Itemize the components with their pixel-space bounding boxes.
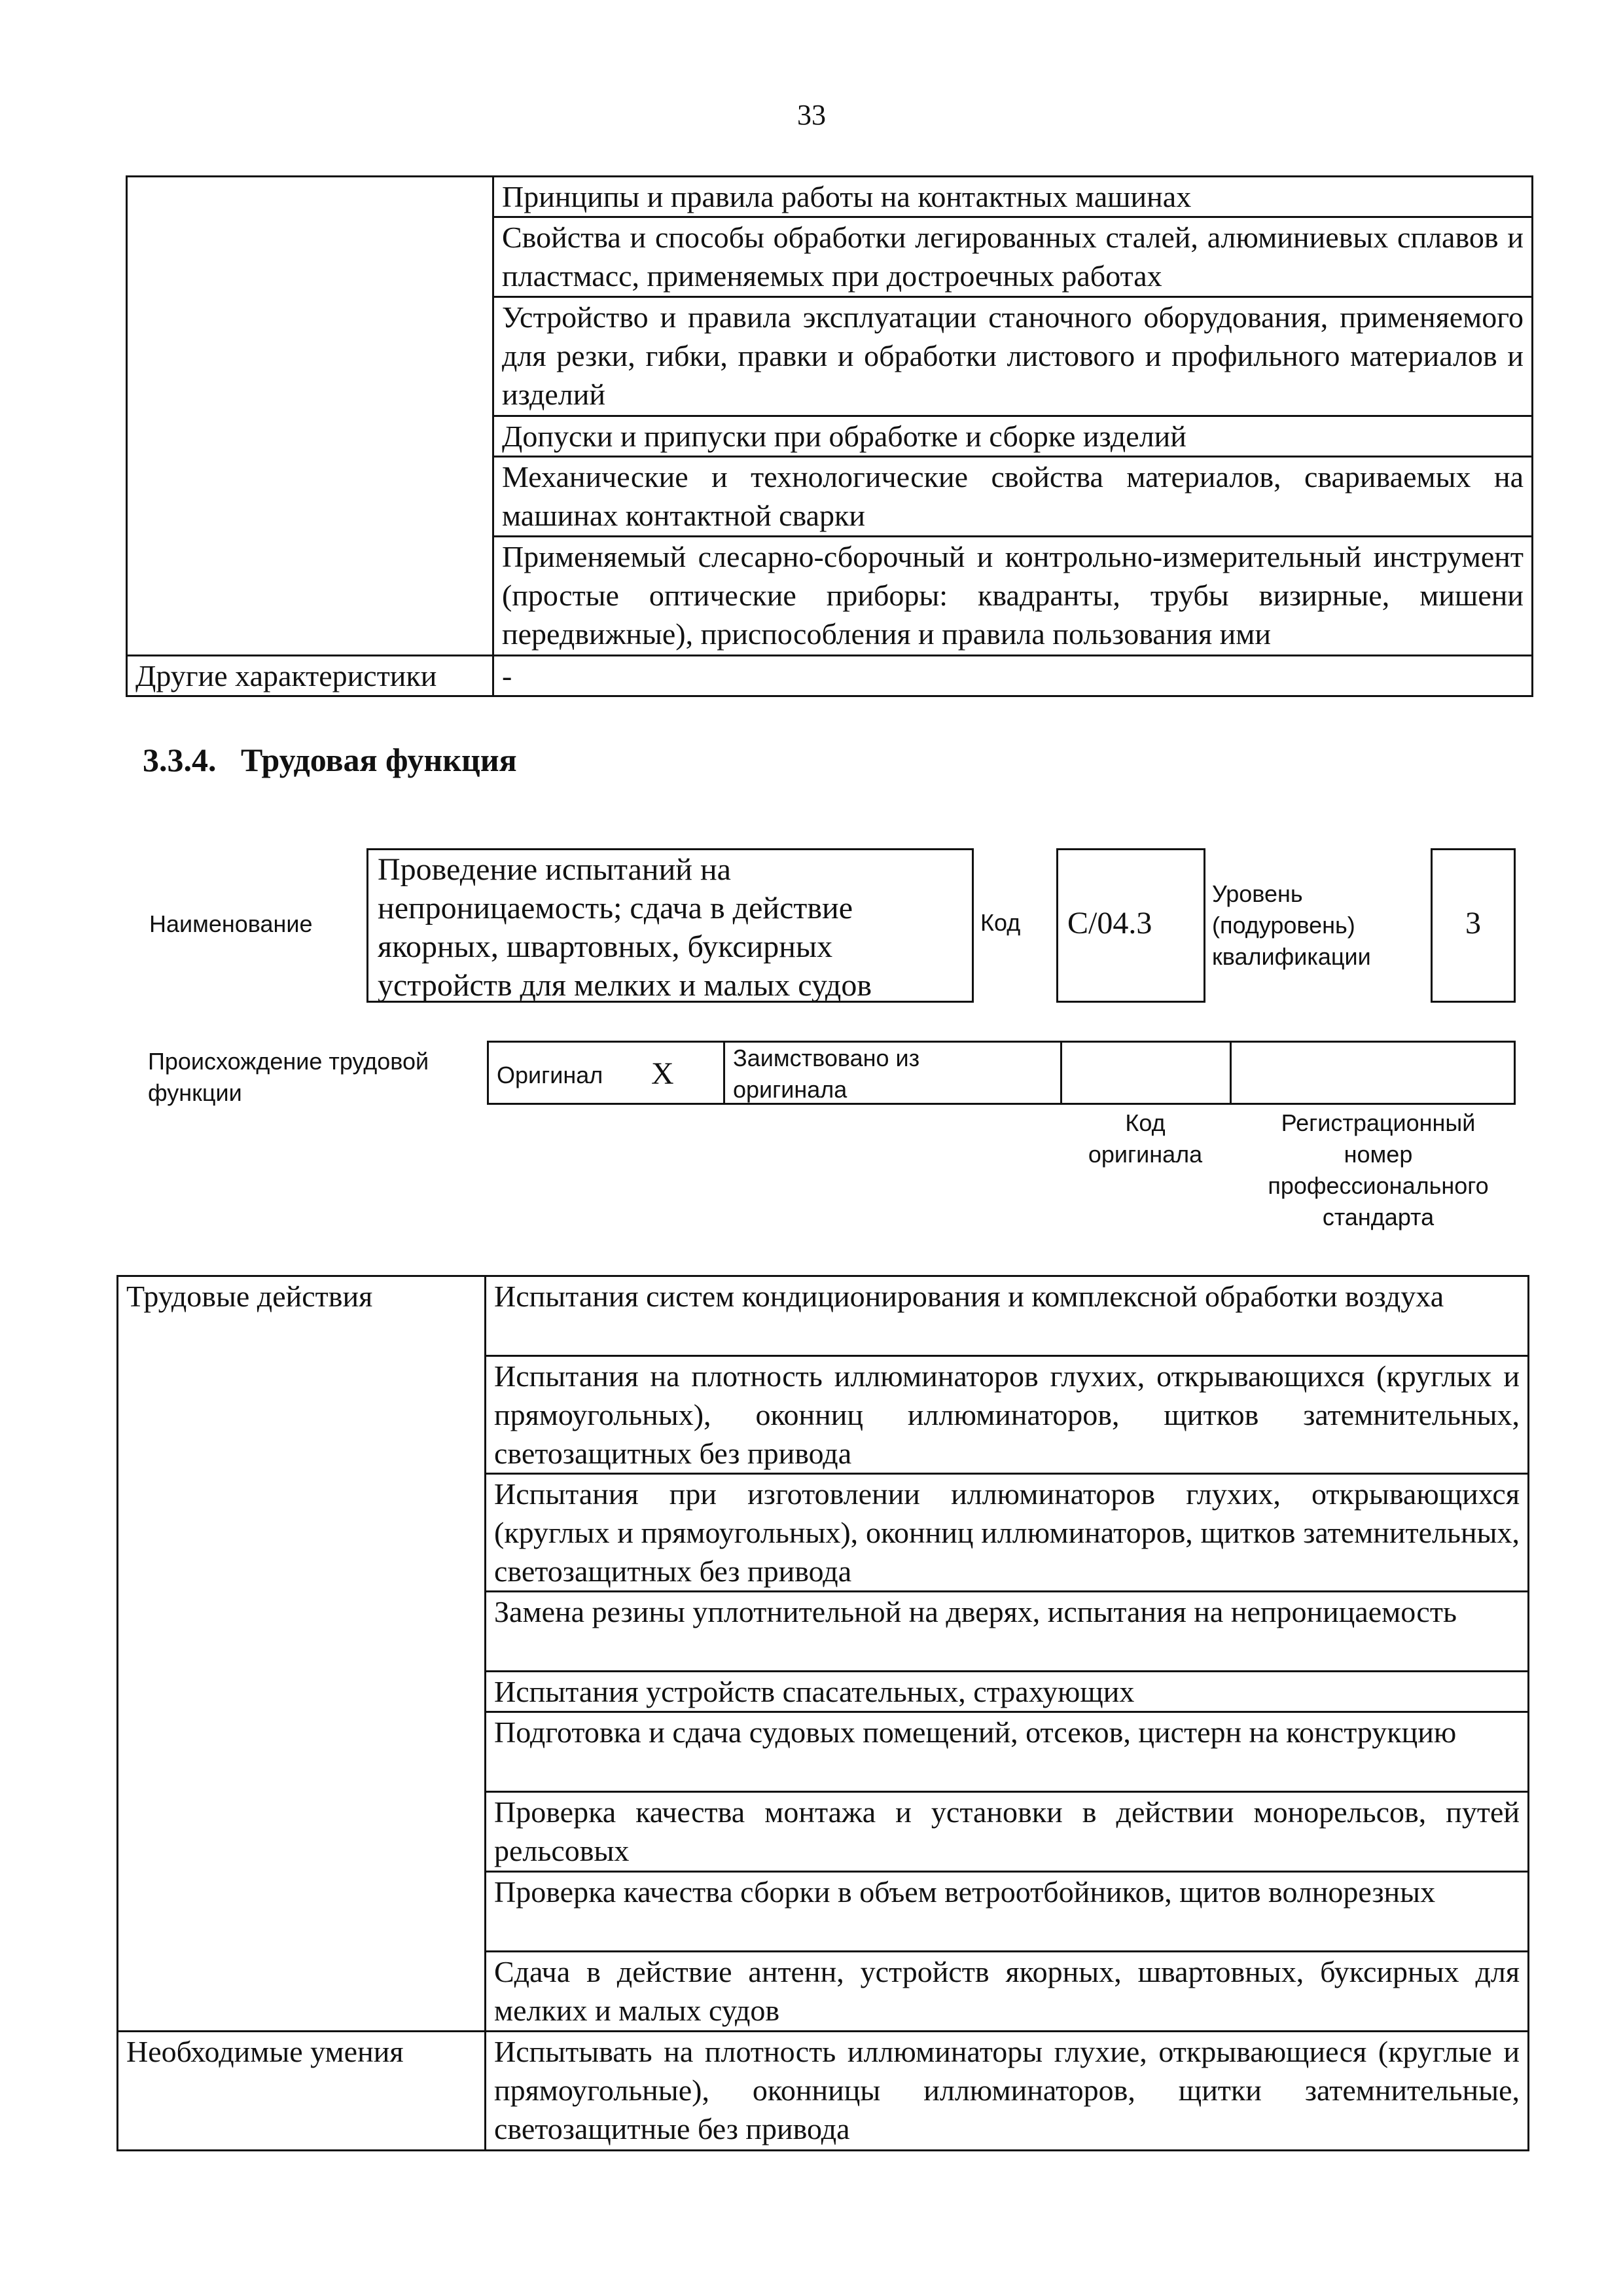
original-code-caption: Код оригинала: [1088, 1109, 1203, 1168]
table-row: [118, 2032, 1529, 2151]
knowledge-item: Принципы и правила работы на контактных машинах: [493, 177, 1533, 217]
qualification-level-label: Уровень (подуровень) квалификации: [1212, 880, 1371, 970]
table-row: [118, 1276, 1529, 1356]
other-characteristics-label: Другие характеристики: [127, 656, 493, 696]
labor-actions-table: [116, 1275, 1529, 2151]
other-characteristics-value: -: [493, 656, 1533, 696]
original-label: Оригинал: [497, 1062, 603, 1088]
knowledge-item: Свойства и способы обработки легированных сталей, алюминиевых сплавов и пластмасс, применяемых при достроечных работах: [493, 217, 1533, 297]
code-label: Код: [980, 909, 1021, 936]
labor-action-item: Испытания на плотность иллюминаторов глухих, открывающихся (круглых и прямоугольных), оконниц иллюминаторов, щитков затемнительных, светозащитных без привода: [486, 1356, 1529, 1474]
labor-actions-label: Трудовые действия: [118, 1276, 486, 2032]
knowledge-item: Устройство и правила эксплуатации станочного оборудования, применяемого для резки, гибки, правки и обработки листового и профильного материалов и изделий: [493, 297, 1533, 416]
table-row: [127, 177, 1533, 217]
original-code-cell: [1060, 1041, 1232, 1105]
labor-action-item: Испытания устройств спасательных, страхующих: [486, 1672, 1529, 1712]
labor-action-item: Подготовка и сдача судовых помещений, отсеков, цистерн на конструкцию: [486, 1712, 1529, 1792]
labor-action-item: Испытания при изготовлении иллюминаторов глухих, открывающихся (круглых и прямоугольных), оконниц иллюминаторов, щитков затемнительных, светозащитных без привода: [486, 1474, 1529, 1592]
function-code-box: C/04.3: [1056, 848, 1205, 1003]
function-name-box: Проведение испытаний на непроницаемость; сдача в действие якорных, швартовных, буксирных устройств для мелких и малых судов: [366, 848, 974, 1003]
labor-action-item: Проверка качества монтажа и установки в действии монорельсов, путей рельсовых: [486, 1792, 1529, 1872]
name-label: Наименование: [149, 910, 313, 937]
original-cell: [487, 1041, 725, 1105]
page-number: 33: [797, 99, 826, 131]
skill-item: Испытывать на плотность иллюминаторы глухие, открывающиеся (круглые и прямоугольные), оконницы иллюминаторов, щитки затемнительные, светозащитные без привода: [486, 2032, 1529, 2151]
table-row: [127, 656, 1533, 696]
knowledge-label-cell: [127, 177, 493, 656]
section-heading: 3.3.4. Трудовая функция: [143, 742, 517, 778]
knowledge-item: Механические и технологические свойства материалов, свариваемых на машинах контактной сварки: [493, 457, 1533, 537]
registration-number-cell: [1230, 1041, 1516, 1105]
knowledge-table: [126, 175, 1533, 697]
borrowed-label: Заимствовано из оригинала: [733, 1045, 920, 1103]
labor-action-item: Замена резины уплотнительной на дверях, испытания на непроницаемость: [486, 1592, 1529, 1672]
labor-action-item: Испытания систем кондиционирования и комплексной обработки воздуха: [486, 1276, 1529, 1356]
labor-action-item: Сдача в действие антенн, устройств якорных, швартовных, буксирных для мелких и малых судов: [486, 1952, 1529, 2032]
original-mark: X: [651, 1056, 674, 1091]
skills-label: Необходимые умения: [118, 2032, 486, 2151]
origin-row: [487, 1041, 1516, 1105]
borrowed-cell: [723, 1041, 1062, 1105]
qualification-level-box: 3: [1431, 848, 1516, 1003]
registration-number-caption: Регистрационный номер профессионального стандарта: [1268, 1109, 1489, 1230]
labor-action-item: Проверка качества сборки в объем ветроотбойников, щитов волнорезных: [486, 1872, 1529, 1952]
knowledge-item: Допуски и припуски при обработке и сборке изделий: [493, 416, 1533, 457]
origin-label: Происхождение трудовой функции: [148, 1048, 429, 1106]
knowledge-item: Применяемый слесарно-сборочный и контрольно-измерительный инструмент (простые оптические приборы: квадранты, трубы визирные, мишени передвижные), приспособления и правила пользования ими: [493, 537, 1533, 656]
